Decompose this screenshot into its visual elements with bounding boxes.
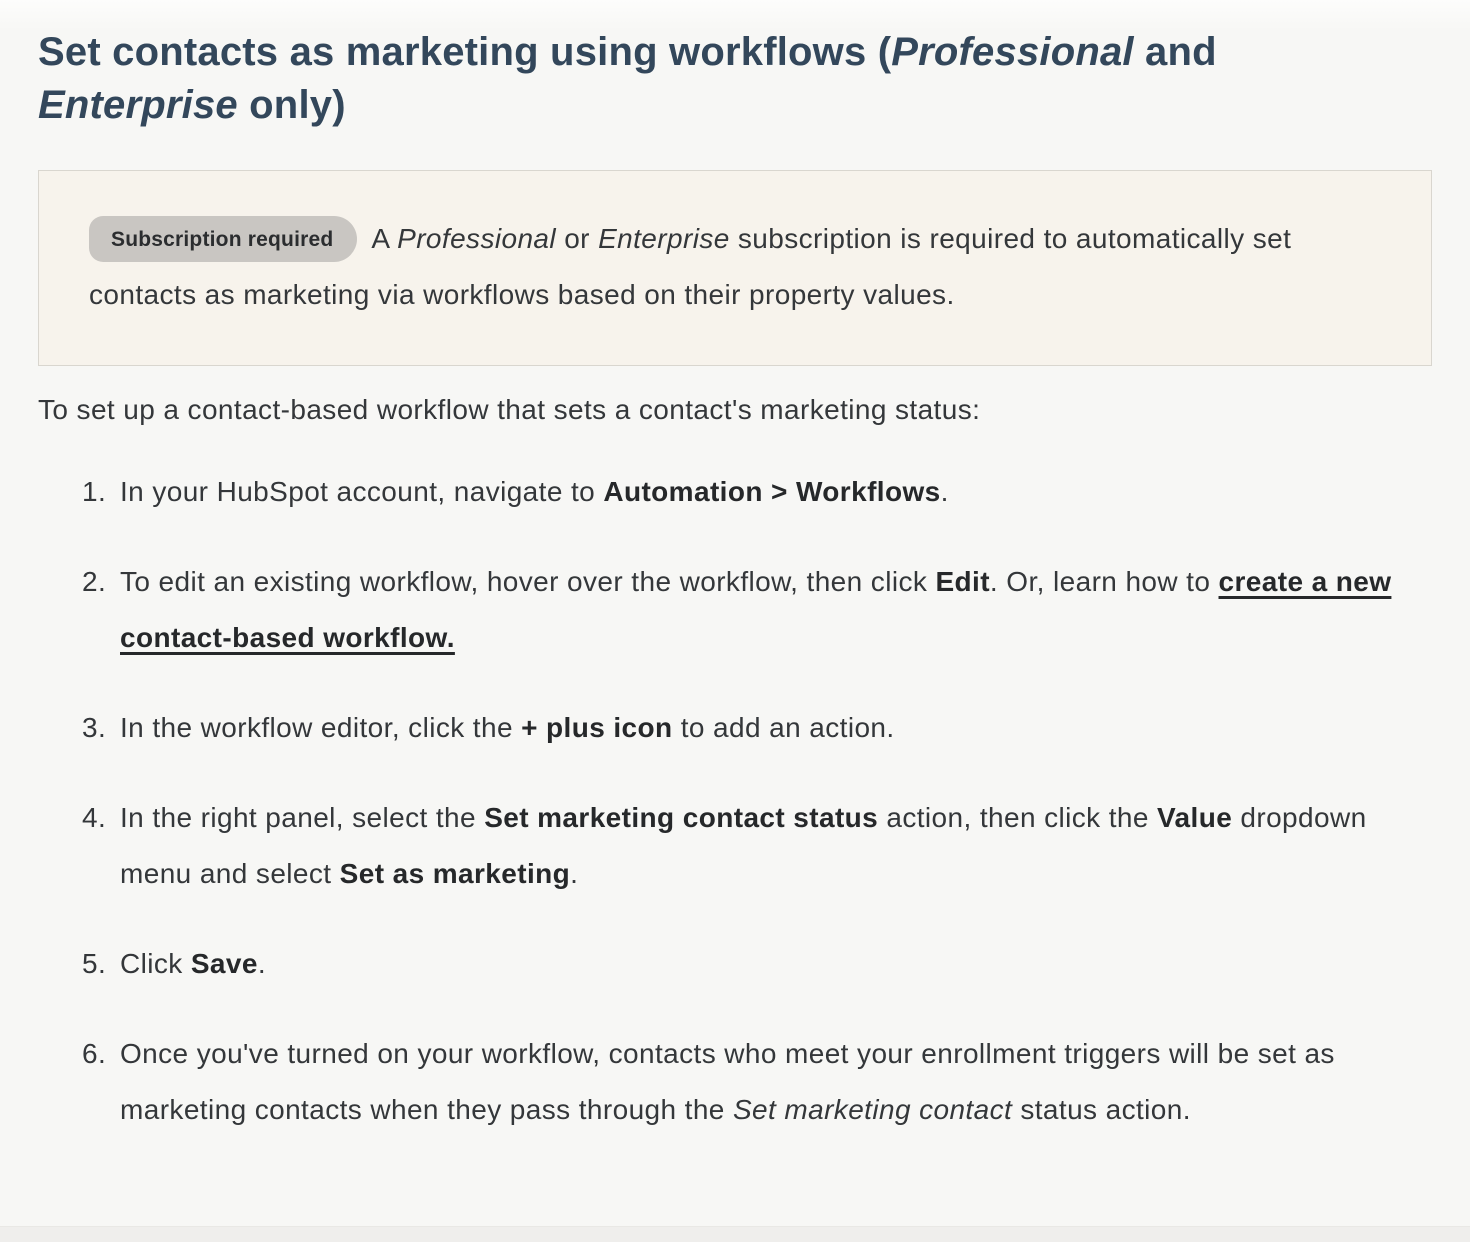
text-segment: Automation > Workflows <box>603 476 941 508</box>
list-item-number: 3. <box>82 712 107 744</box>
list-item <box>82 1026 1432 1138</box>
page-title <box>38 26 1338 132</box>
text-segment: action, then click the <box>878 802 1158 834</box>
create-workflow-link[interactable]: create a new contact-based workflow. <box>120 566 1392 654</box>
intro-paragraph: To set up a contact-based workflow that sets a contact's marketing status: <box>38 394 981 426</box>
text-segment: + plus icon <box>521 712 673 744</box>
list-item <box>82 936 1432 992</box>
text-segment: Set marketing contact <box>732 1094 1013 1126</box>
list-item-number: 6. <box>82 1038 107 1070</box>
text-segment: Set contacts as marketing using workflows ( <box>38 30 892 74</box>
text-segment: Set marketing contact status <box>484 802 879 834</box>
text-segment: Once you've turned on your workflow, contacts who meet your enrollment triggers will be set as marketing contacts when they pass through the <box>120 1038 1335 1126</box>
text-segment: . Or, learn how to <box>989 566 1219 598</box>
list-item-text <box>120 936 1432 992</box>
list-item-number: 1. <box>82 476 107 508</box>
callout-text <box>89 211 1381 323</box>
list-item <box>82 700 1432 756</box>
text-segment: Save <box>190 948 258 980</box>
list-item-number: 5. <box>82 948 107 980</box>
text-segment: Enterprise <box>598 223 730 255</box>
text-segment: . <box>570 858 579 890</box>
list-item-text <box>120 700 1432 756</box>
text-segment: only) <box>237 83 346 128</box>
text-segment: dropdown menu and select <box>120 802 1367 890</box>
subscription-required-badge: Subscription required <box>89 216 357 262</box>
text-segment: Professional <box>397 223 557 255</box>
list-item-text <box>120 790 1432 902</box>
text-segment: In your HubSpot account, navigate to <box>120 476 604 508</box>
text-segment: A <box>371 223 398 255</box>
text-segment: Professional <box>891 30 1134 74</box>
text-segment: subscription is required to automatically set contacts as marketing via workflows based on their property values. <box>89 223 1292 311</box>
text-segment: Set as marketing <box>339 858 571 890</box>
text-segment: In the workflow editor, click the <box>120 712 522 744</box>
text-segment: . <box>940 476 949 508</box>
article-content <box>0 26 1470 1138</box>
subscription-callout <box>38 170 1432 366</box>
list-item <box>82 790 1432 902</box>
text-segment: or <box>556 223 599 255</box>
list-item-text <box>120 464 1432 520</box>
text-segment: and <box>1133 30 1217 74</box>
text-segment: Click <box>120 948 191 980</box>
text-segment: to add an action. <box>672 712 895 744</box>
text-segment: To edit an existing workflow, hover over the workflow, then click <box>120 566 936 598</box>
list-item-text <box>120 554 1432 666</box>
text-segment: In the right panel, select the <box>120 802 485 834</box>
list-item-number: 2. <box>82 566 107 598</box>
text-segment: Edit <box>935 566 990 598</box>
list-item-text <box>120 1026 1432 1138</box>
text-segment: . <box>257 948 267 980</box>
text-segment: status action. <box>1012 1094 1191 1126</box>
text-segment: Value <box>1157 802 1233 834</box>
steps-list <box>38 464 1432 1138</box>
section-divider <box>0 1226 1470 1242</box>
list-item <box>82 554 1432 666</box>
list-item-number: 4. <box>82 802 107 834</box>
list-item <box>82 464 1432 520</box>
article-page <box>0 26 1470 1242</box>
text-segment: Enterprise <box>38 83 238 128</box>
